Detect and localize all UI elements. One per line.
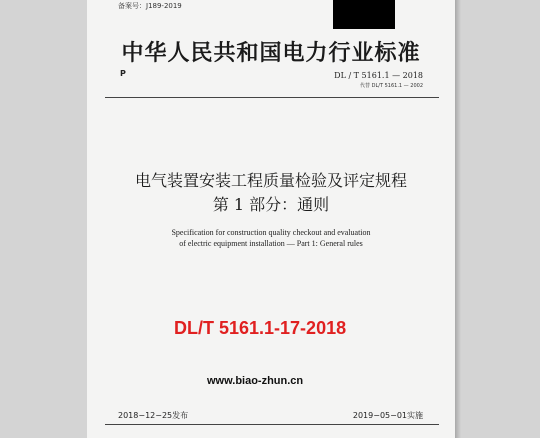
watermark-code: DL/T 5161.1-17-2018 — [174, 318, 347, 338]
implement-date: 2019−05−01实施 — [352, 411, 423, 420]
replaces-note: 代替 DL/T 5161.1 — 2002 — [360, 83, 423, 89]
english-title-line1: Specification for construction quality checkout and evaluation — [171, 228, 371, 237]
website-link[interactable]: www.biao-zhun.cn — [207, 375, 304, 387]
english-title-line2: of electric equipment installation — Part 1: General rules — [179, 239, 363, 248]
top-rule — [105, 97, 439, 98]
page-shadow — [455, 0, 461, 438]
redaction-block — [333, 0, 395, 29]
record-number: 备案号：J189-2019 — [118, 2, 182, 10]
standard-code: DL / T 5161.1 — 2018 — [334, 71, 423, 80]
issue-date: 2018−12−25发布 — [118, 411, 189, 420]
bottom-rule — [105, 424, 439, 425]
chinese-title-line1: 电气装置安装工程质量检验及评定规程 — [134, 171, 407, 190]
chinese-title-line2: 第 1 部分：通则 — [212, 195, 330, 214]
main-title: 中华人民共和国电力行业标准 — [121, 41, 421, 66]
document-page — [87, 0, 455, 438]
category-letter: P — [120, 69, 126, 78]
